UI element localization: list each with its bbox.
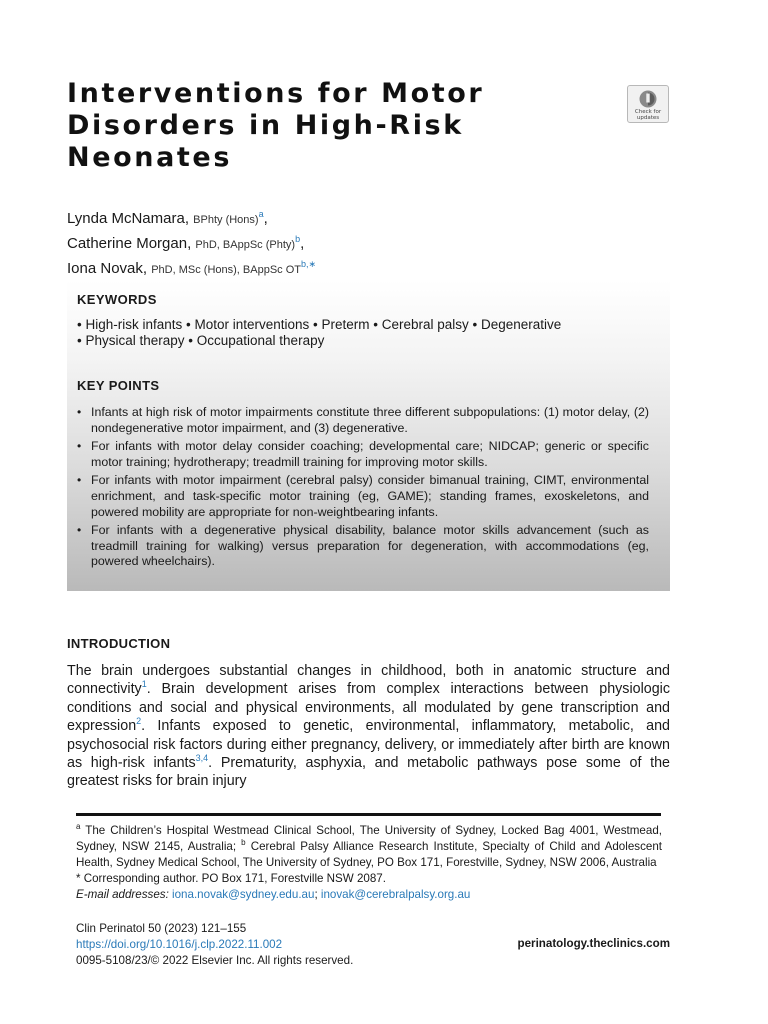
author-degrees: PhD, BAppSc (Phty) xyxy=(195,239,296,251)
doi-link[interactable]: https://doi.org/10.1016/j.clp.2022.11.002 xyxy=(76,938,283,951)
affiliation-mark[interactable]: b,∗ xyxy=(300,259,317,269)
copyright-notice: 0095-5108/23/© 2022 Elsevier Inc. All rights reserved. xyxy=(76,954,354,967)
corresponding-author-note: * Corresponding author. PO Box 171, Forestville NSW 2087. xyxy=(76,872,386,885)
journal-website[interactable]: perinatology.theclinics.com xyxy=(517,937,670,950)
key-points-list xyxy=(77,405,649,573)
introduction-heading: INTRODUCTION xyxy=(67,636,171,651)
keywords-line-2: • Physical therapy • Occupational therapy xyxy=(77,333,325,348)
title-line-2: Disorders in High-Risk xyxy=(67,110,464,141)
crossmark-icon xyxy=(637,89,659,109)
corresponding-author-mark: ∗ xyxy=(308,259,317,269)
author-list xyxy=(67,205,316,280)
footnotes xyxy=(76,823,662,903)
badge-label-line-1: Check for xyxy=(634,109,662,115)
journal-citation: Clin Perinatol 50 (2023) 121–155 xyxy=(76,922,247,935)
check-for-updates-badge[interactable] xyxy=(627,85,669,123)
reference-link[interactable]: 2 xyxy=(136,716,142,727)
key-point-item: • Infants at high risk of motor impairments constitute three different subpopulations: (1) motor delay, (2) nondegenerative motor impairment, and (3) degenerative. xyxy=(77,405,649,435)
reference-link[interactable]: 1 xyxy=(141,679,147,690)
key-point-item: • For infants with motor delay consider coaching; developmental care; NIDCAP; generic or specific motor training; hydrotherapy; treadmill training for improving motor skills. xyxy=(77,439,649,469)
email-link-1[interactable]: iona.novak@sydney.edu.au xyxy=(172,888,315,901)
article-title xyxy=(67,78,587,174)
author-name: Iona Novak, xyxy=(67,260,148,277)
author-name: Lynda McNamara, xyxy=(67,210,189,227)
title-line-3: Neonates xyxy=(67,142,232,173)
keywords-keypoints-box xyxy=(67,280,670,591)
introduction-paragraph: The brain undergoes substantial changes in childhood, both in anatomic structure and connectivity$^1$. Brain development arises from complex interactions between physiologic conditions and social and physical environments, all modulated by gene transcription and expression$^2$. Infants exposed to genetic, environmental, inflammatory, metabolic, and psychosocial risk factors during either pregnancy, delivery, or immediately after birth are known as high-risk infants$^{3,4}$. Prematurity, asphyxia, and metabolic pathways pose some of the greatest risks for brain injury xyxy=(67,663,670,790)
title-line-1: Interventions for Motor xyxy=(67,78,485,109)
author-degrees: BPhty (Hons) xyxy=(193,214,259,226)
affiliation-mark[interactable]: b xyxy=(295,234,301,244)
author-name: Catherine Morgan, xyxy=(67,235,192,252)
footnote-divider xyxy=(76,813,661,816)
badge-label-line-2: updates xyxy=(636,115,660,121)
key-point-item: • For infants with a degenerative physical disability, balance motor skills advancement (such as treadmill training for walking) versus preparation for degeneration, with accommodations (eg, powered wheelchairs). xyxy=(77,523,649,569)
keywords-line-1: • High-risk infants • Motor interventions • Preterm • Cerebral palsy • Degenerative xyxy=(77,317,562,332)
author-3 xyxy=(67,255,316,280)
affiliations-footnote: $^a$ The Children’s Hospital Westmead Clinical School, The University of Sydney, Locked Bag 4001, Westmead, Sydney, NSW 2145, Australia; $^b$ Cerebral Palsy Alliance Research Institute, Specialty of Child and Adolescent Health, Sydney Medical School, The University of Sydney, PO Box 171, Forestville, Sydney, NSW 2006, Australia xyxy=(76,822,662,869)
keywords-heading: KEYWORDS xyxy=(77,292,157,307)
email-addresses: E-mail addresses: iona.novak@sydney.edu.au; inovak@cerebralpalsy.org.au xyxy=(76,888,471,901)
author-1: Lynda McNamara, BPhty (Hons)$^a$, xyxy=(67,209,268,227)
reference-link[interactable]: 3,4 xyxy=(195,753,209,764)
author-degrees: PhD, MSc (Hons), BAppSc OT xyxy=(151,264,301,276)
key-point-item: • For infants with motor impairment (cerebral palsy) consider bimanual training, CIMT, environmental enrichment, and task-specific motor training (eg, GAME); standing frames, exoskeletons, and powered mobility are appropriate for non-weightbearing infants. xyxy=(77,473,649,519)
key-points-heading: KEY POINTS xyxy=(77,378,160,393)
affiliation-mark[interactable]: a xyxy=(258,209,264,219)
author-2: Catherine Morgan, PhD, BAppSc (Phty)$^b$, xyxy=(67,234,305,252)
email-link-2[interactable]: inovak@cerebralpalsy.org.au xyxy=(320,888,471,901)
journal-info xyxy=(76,921,353,969)
